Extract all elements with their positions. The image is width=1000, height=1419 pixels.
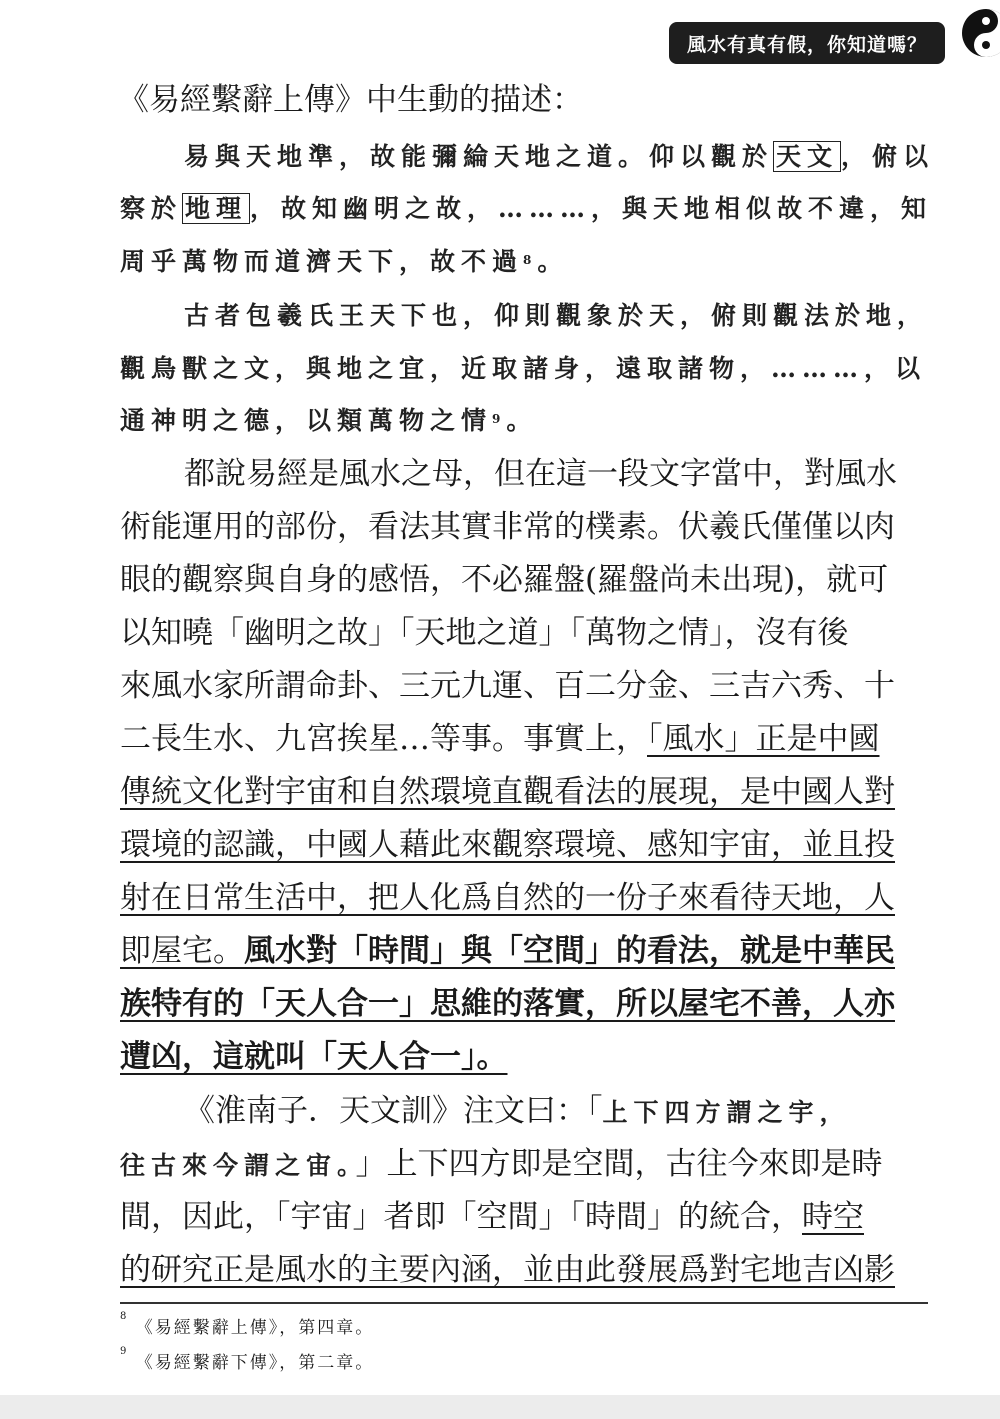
footnote-divider <box>120 1302 928 1304</box>
page-bottom-edge <box>0 1395 1000 1419</box>
dili-box: 地理 <box>182 193 250 224</box>
para-line10: 即屋宅。風水對「時間」與「空間」的看法，就是中華民 <box>120 933 895 969</box>
yin-yang-icon <box>961 8 1000 58</box>
footnote-ref-8: 8 <box>523 253 538 267</box>
para-line6: 二長生水、九宮挨星…等事。事實上，「風水」正是中國 <box>120 721 880 757</box>
header-title-badge <box>669 22 945 64</box>
para-line7: 傳統文化對宇宙和自然環境直觀看法的展現，是中國人對 <box>120 774 895 810</box>
para-line4: 以知曉「幽明之故」「天地之道」「萬物之情」，沒有後 <box>120 615 849 651</box>
para-line8: 環境的認識，中國人藉此來觀察環境、感知宇宙，並且投 <box>120 827 895 863</box>
quote1-line3: 周乎萬物而道濟天下，故不過$^8$。 <box>120 247 569 276</box>
header-title: 風水有真有假，你知道嗎？ <box>686 33 927 56</box>
para-line5: 來風水家所謂命卦、三元九運、百二分金、三吉六秀、十 <box>120 668 895 704</box>
footnote-8: $^8$ 《易經繫辭上傳》，第四章。 <box>120 1311 375 1338</box>
para-line3: 眼的觀察與自身的感悟，不必羅盤(羅盤尚未出現)，就可 <box>120 562 889 598</box>
footnote-ref-9: 9 <box>492 412 507 426</box>
para-line12: 遭凶，這就叫「天人合一」。 <box>120 1039 508 1075</box>
para2-line3: 間，因此，「宇宙」者即「空間」「時間」的統合，時空 <box>120 1199 864 1235</box>
para-line9: 射在日常生活中，把人化爲自然的一份子來看待天地，人 <box>120 880 895 916</box>
para2-line2: 往古來今謂之宙。」上下四方即是空間，古往今來即是時 <box>120 1146 883 1182</box>
para2-line1: 《淮南子．天文訓》注文曰：「上下四方謂之宇， <box>184 1093 851 1129</box>
quote1-line2: 察於 地理 ，故知幽明之故，………，與天地相似故不違，知 <box>120 194 933 223</box>
quote2-line2: 觀鳥獸之文，與地之宜，近取諸身，遠取諸物，………，以 <box>120 354 927 383</box>
quote1-line1: 易與天地準，故能彌綸天地之道。仰以觀於 天文 ，俯以 <box>184 142 935 171</box>
para-line2: 術能運用的部份，看法其實非常的樸素。伏羲氏僅僅以肉 <box>120 509 895 545</box>
para-line1: 都說易經是風水之母，但在這一段文字當中，對風水 <box>184 456 897 492</box>
intro-line: 《易經繫辭上傳》中生動的描述： <box>118 82 583 118</box>
para2-line4: 的研究正是風水的主要內涵，並由此發展爲對宅地吉凶影 <box>120 1252 895 1288</box>
footnote-9: $^9$ 《易經繫辭下傳》，第二章。 <box>120 1346 375 1373</box>
quote2-line3: 通神明之德，以類萬物之情$^9$。 <box>120 406 538 435</box>
tianwen-box: 天文 <box>773 141 841 172</box>
para-line11: 族特有的「天人合一」思維的落實，所以屋宅不善，人亦 <box>120 986 895 1022</box>
quote2-line1: 古者包羲氏王天下也，仰則觀象於天，俯則觀法於地， <box>184 301 929 330</box>
